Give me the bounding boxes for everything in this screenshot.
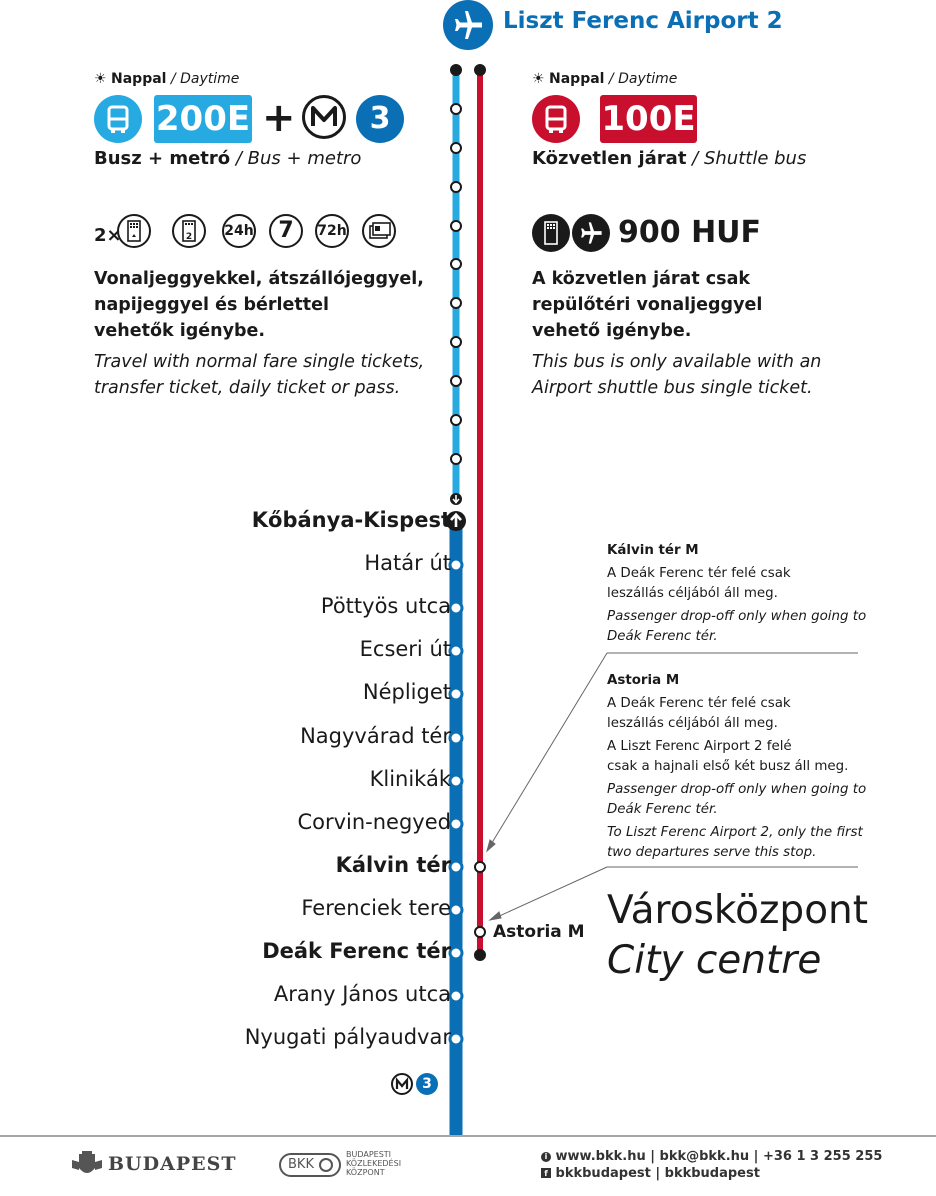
social-line[interactable]: bkkbudapest | bkkbudapest	[555, 1166, 760, 1181]
budapest-logo-text: BUDAPEST	[108, 1153, 237, 1175]
astoria-label: Astoria M	[493, 922, 585, 942]
metro-stop	[450, 1033, 462, 1045]
astoria-note-hu: A Deák Ferenc tér felé csak	[607, 696, 791, 711]
astoria-note-en: Passenger drop-off only when going to	[607, 782, 867, 797]
metro-line-3-badge: 3	[356, 95, 404, 143]
metro-stop	[450, 818, 462, 830]
metro-stop	[450, 947, 462, 959]
metro-stop	[450, 688, 462, 700]
city-centre-en: City centre	[607, 938, 822, 983]
left-daytime-hu: Nappal	[111, 71, 167, 87]
astoria-note-en: To Liszt Ferenc Airport 2, only the first	[607, 825, 863, 840]
bus-stop	[451, 337, 461, 347]
right-desc-hu-line2: repülőtéri vonaljeggyel	[532, 295, 763, 315]
footer-contact	[541, 1149, 882, 1164]
bkk-logo	[279, 1153, 341, 1177]
bus-stop	[451, 259, 461, 269]
stop-name: Arany János utca	[273, 982, 451, 1006]
kalvin-note	[607, 541, 866, 647]
left-desc-hu-line3: vehetők igénybe.	[94, 321, 266, 341]
metro-stop	[450, 861, 462, 873]
sun-icon: ☀	[94, 71, 107, 87]
bkk-logo-text: BKK	[288, 1157, 314, 1172]
footer-social	[541, 1166, 760, 1181]
info-icon: i	[541, 1152, 551, 1162]
ticket-72h: 72h	[315, 214, 349, 248]
bus-stop	[451, 415, 461, 425]
metro-stop	[450, 732, 462, 744]
bus-stop	[451, 298, 461, 308]
astoria-note-hu: A Liszt Ferenc Airport 2 felé	[607, 739, 792, 754]
contact-line[interactable]: www.bkk.hu | bkk@bkk.hu | +36 1 3 255 255	[555, 1149, 883, 1164]
stop-name: Ferenciek tere	[301, 896, 451, 920]
svg-text:2: 2	[185, 232, 193, 242]
shuttle-terminus	[474, 949, 486, 961]
bus-stop	[451, 143, 461, 153]
bkk-logo-circle	[319, 1158, 333, 1172]
metro-line-3-small-badge: 3	[416, 1073, 438, 1095]
airport-title: Liszt Ferenc Airport 2	[503, 8, 783, 34]
stop-name: Klinikák	[369, 767, 451, 791]
shuttle-stop-kalvin	[475, 862, 485, 872]
budapest-crest-icon	[70, 1150, 104, 1180]
bus-stop	[451, 182, 461, 192]
left-daytime-en: / Daytime	[170, 71, 240, 87]
stop-name: Kőbánya-Kispest	[251, 508, 451, 532]
metro-stop	[450, 775, 462, 787]
shuttle-stop-astoria	[475, 927, 485, 937]
city-centre-label	[607, 886, 868, 986]
left-desc-hu-line1: Vonaljeggyekkel, átszállójeggyel,	[94, 269, 424, 289]
left-desc-hu-line2: napijeggyel és bérlettel	[94, 295, 329, 315]
stop-name: Határ út	[364, 551, 451, 575]
right-desc-en-line2: Airport shuttle bus single ticket.	[532, 378, 813, 398]
bus-100e-badge: 100E	[600, 95, 697, 143]
metro-stop	[450, 645, 462, 657]
sun-icon: ☀	[532, 71, 545, 87]
right-daytime-hu: Nappal	[549, 71, 605, 87]
metro-stop	[450, 904, 462, 916]
bus-200e-terminus	[450, 64, 462, 76]
city-centre-hu: Városközpont	[607, 888, 869, 933]
astoria-note-hu: csak a hajnali első két busz áll meg.	[607, 759, 849, 774]
kalvin-note-hu: A Deák Ferenc tér felé csak	[607, 566, 791, 581]
astoria-note-en: two departures serve this stop.	[607, 845, 817, 860]
stop-name: Nagyvárad tér	[300, 724, 451, 748]
bkk-full-name	[346, 1150, 401, 1177]
kalvin-note-hu: leszállás céljából áll meg.	[607, 586, 778, 601]
bkk-name-line: KÖZLEKEDÉSI	[346, 1159, 402, 1168]
astoria-note-hu: leszállás céljából áll meg.	[607, 716, 778, 731]
ticket-7-day: 7	[269, 214, 303, 248]
stop-name: Deák Ferenc tér	[262, 939, 451, 963]
left-desc-en-line1: Travel with normal fare single tickets,	[94, 352, 425, 372]
metro-stop	[450, 602, 462, 614]
kalvin-note-en: Deák Ferenc tér.	[607, 629, 718, 644]
stop-name: Népliget	[362, 680, 451, 704]
right-daytime-en: / Daytime	[608, 71, 678, 87]
right-desc-hu-line3: vehető igénybe.	[532, 321, 692, 341]
metro-stop	[450, 990, 462, 1002]
plus-sign: +	[262, 95, 296, 141]
stop-name: Kálvin tér	[335, 853, 451, 877]
stop-name: Nyugati pályaudvar	[244, 1025, 451, 1049]
kalvin-note-en: Passenger drop-off only when going to	[607, 609, 867, 624]
left-desc-en-line2: transfer ticket, daily ticket or pass.	[94, 378, 401, 398]
stop-name: Corvin-negyed	[297, 810, 451, 834]
right-subtitle-hu: Közvetlen járat	[532, 148, 687, 169]
bus-100e-terminus	[474, 64, 486, 76]
right-desc-en-line1: This bus is only available with an	[532, 352, 822, 372]
right-subtitle-en: / Shuttle bus	[692, 148, 807, 169]
bus-stop	[451, 221, 461, 231]
kalvin-note-title: Kálvin tér M	[607, 543, 699, 558]
astoria-note-title: Astoria M	[607, 673, 680, 688]
bus-stop	[451, 376, 461, 386]
astoria-note-en: Deák Ferenc tér.	[607, 802, 718, 817]
stop-name: Ecseri út	[359, 637, 451, 661]
bkk-name-line: BUDAPESTI	[346, 1150, 392, 1159]
metro-small-icon	[391, 1073, 413, 1095]
right-desc-hu-line1: A közvetlen járat csak	[532, 269, 751, 289]
ticket-multiplier: 2×	[94, 225, 122, 246]
stop-name: Pöttyös utca	[320, 594, 451, 618]
bus-200e-badge: 200E	[154, 95, 252, 143]
bus-stop	[451, 104, 461, 114]
bkk-name-line: KÖZPONT	[346, 1168, 385, 1177]
ticket-24h: 24h	[222, 214, 256, 248]
astoria-note	[607, 671, 866, 863]
facebook-icon: f	[541, 1168, 551, 1178]
left-subtitle-en: / Bus + metro	[235, 148, 362, 169]
bus-stop	[451, 454, 461, 464]
left-subtitle-hu: Busz + metró	[94, 148, 231, 169]
price-label: 900 HUF	[618, 215, 762, 250]
metro-stop	[450, 559, 462, 571]
